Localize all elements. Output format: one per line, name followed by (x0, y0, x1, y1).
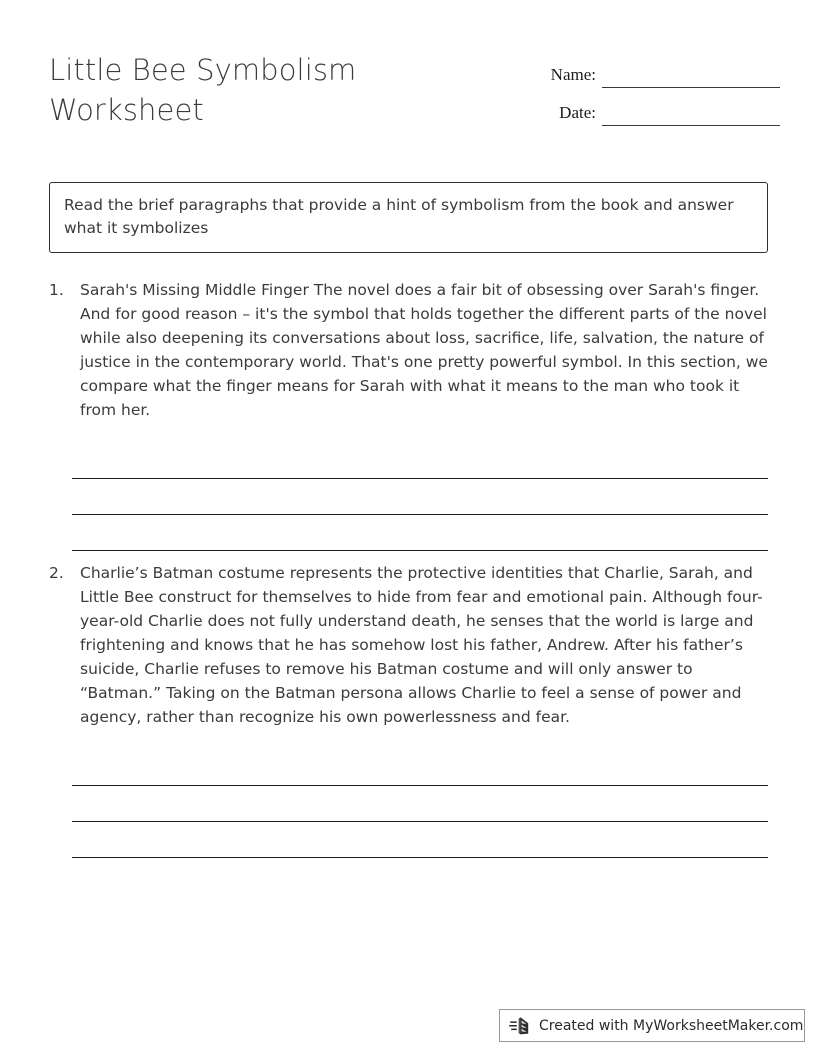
question-number: 1. (49, 281, 64, 299)
question-text: Sarah's Missing Middle Finger The novel does a fair bit of obsessing over Sarah's finger. And for good reason – it's the symbol that holds together the different parts of the novel while also deepening its conversations about loss, sacrifice, life, salvation, the nature of justice in the contemporary world. That's one pretty powerful symbol. In this section, we compare what the finger means for Sarah with what it means to the man who took it from her. (80, 281, 768, 419)
question-number: 2. (49, 564, 64, 582)
question-item (0, 278, 816, 551)
page-title: Little Bee Symbolism Worksheet (49, 53, 357, 127)
badge-label: Created with MyWorksheetMaker.com (539, 1017, 804, 1034)
myworksheetmaker-logo-icon (509, 1015, 533, 1037)
answer-line[interactable] (72, 751, 768, 786)
date-field-row (500, 88, 780, 126)
question-text: Charlie’s Batman costume represents the protective identities that Charlie, Sarah, and Little Bee construct for themselves to hide from fear and emotional pain. Although four-year-old Charlie does not fully understand death, he senses that the world is large and frightening and knows that he has somehow lost his father, Andrew. After his father’s suicide, Charlie refuses to remove his Batman costume and will only answer to “Batman.” Taking on the Batman persona allows Charlie to feel a sense of power and agency, rather than recognize his own powerlessness and fear. (80, 564, 763, 726)
question-body (49, 561, 768, 729)
name-input-line[interactable] (602, 67, 780, 88)
question-spacer (0, 551, 816, 561)
created-with-badge[interactable] (499, 1009, 805, 1042)
name-date-fields (500, 50, 780, 126)
answer-line[interactable] (72, 444, 768, 479)
instruction-text: Read the brief paragraphs that provide a hint of symbolism from the book and answer what it symbolizes (64, 196, 734, 237)
answer-lines (72, 422, 768, 551)
name-field-row (500, 50, 780, 88)
name-label: Name: (550, 65, 596, 84)
questions-list (0, 278, 816, 858)
answer-line[interactable] (72, 822, 768, 858)
question-item (0, 561, 816, 858)
question-body (49, 278, 768, 422)
answer-lines (72, 729, 768, 858)
page-header (0, 0, 816, 170)
answer-line[interactable] (72, 479, 768, 515)
date-label: Date: (559, 103, 596, 122)
answer-line[interactable] (72, 515, 768, 551)
date-input-line[interactable] (602, 105, 780, 126)
instruction-box (49, 182, 768, 253)
answer-line[interactable] (72, 786, 768, 822)
